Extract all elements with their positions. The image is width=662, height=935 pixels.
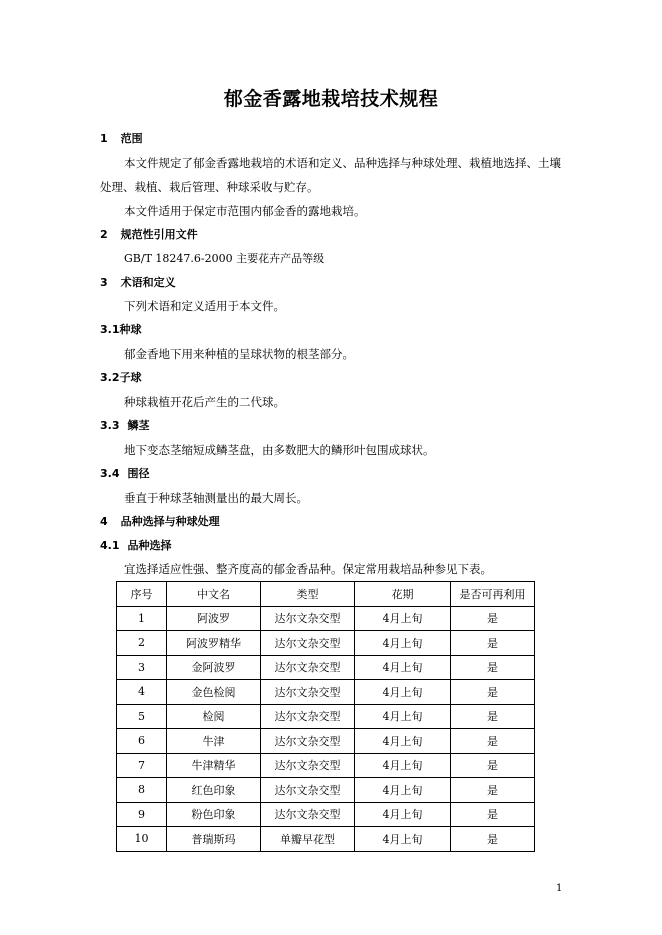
- table-cell: 达尔文杂交型: [261, 753, 355, 778]
- table-row: [117, 631, 535, 656]
- section-title: 品种选择与种球处理: [120, 515, 220, 528]
- table-cell: 粉色印象: [167, 802, 261, 827]
- term-name: 子球: [119, 371, 142, 384]
- table-cell: 阿波罗精华: [167, 631, 261, 656]
- table-cell: 金色检阅: [167, 680, 261, 705]
- term-number: 3.1: [100, 323, 120, 336]
- table-row: [117, 680, 535, 705]
- normative-reference: GB/T 18247.6-2000 主要花卉产品等级: [124, 252, 325, 265]
- table-row: [117, 729, 535, 754]
- section-number: 2: [100, 228, 108, 241]
- table-cell: 4月上旬: [355, 778, 451, 803]
- table-cell: 4月上旬: [355, 729, 451, 754]
- table-cell: 是: [451, 680, 535, 705]
- table-cell: 是: [451, 729, 535, 754]
- table-cell: 4月上旬: [355, 802, 451, 827]
- table-cell: 达尔文杂交型: [261, 680, 355, 705]
- table-row: [117, 778, 535, 803]
- subsection-heading: [100, 538, 172, 554]
- variety-table: [116, 581, 535, 852]
- section-title: 术语和定义: [120, 276, 176, 289]
- table-cell: 是: [451, 827, 535, 852]
- table-cell: 6: [117, 729, 167, 754]
- section-3-heading: [100, 275, 176, 291]
- term-name: 种球: [119, 323, 142, 336]
- table-cell: 4月上旬: [355, 631, 451, 656]
- subsection-title: 品种选择: [127, 539, 172, 552]
- table-cell: 9: [117, 802, 167, 827]
- table-cell: 达尔文杂交型: [261, 631, 355, 656]
- table-cell: 达尔文杂交型: [261, 704, 355, 729]
- term-definition: 郁金香地下用来种植的呈球状物的根茎部分。: [124, 347, 354, 361]
- table-cell: 4月上旬: [355, 655, 451, 680]
- table-row: [117, 753, 535, 778]
- table-cell: 4: [117, 680, 167, 705]
- table-cell: 普瑞斯玛: [167, 827, 261, 852]
- table-row: [117, 827, 535, 852]
- paragraph: 宜选择适应性强、整齐度高的郁金香品种。保定常用栽培品种参见下表。: [124, 562, 492, 576]
- term-heading: [100, 466, 150, 482]
- section-number: 1: [100, 132, 108, 145]
- table-cell: 是: [451, 606, 535, 631]
- table-cell: 达尔文杂交型: [261, 778, 355, 803]
- table-cell: 1: [117, 606, 167, 631]
- table-cell: 牛津精华: [167, 753, 261, 778]
- table-cell: 5: [117, 704, 167, 729]
- table-cell: 是: [451, 704, 535, 729]
- term-heading: [100, 370, 142, 386]
- term-name: 鳞茎: [127, 419, 150, 432]
- section-1-heading: [100, 131, 143, 147]
- page-number: 1: [556, 883, 563, 894]
- table-cell: 牛津: [167, 729, 261, 754]
- table-cell: 7: [117, 753, 167, 778]
- paragraph: 处理、栽植、栽后管理、种球采收与贮存。: [100, 180, 319, 194]
- header-cell: 序号: [117, 582, 167, 607]
- table-cell: 是: [451, 778, 535, 803]
- table-cell: 是: [451, 631, 535, 656]
- table-row: [117, 704, 535, 729]
- term-heading: [100, 322, 142, 338]
- term-number: 3.3: [100, 419, 120, 432]
- header-cell: 中文名: [167, 582, 261, 607]
- paragraph: 本文件适用于保定市范围内郁金香的露地栽培。: [124, 204, 366, 218]
- table-cell: 4月上旬: [355, 753, 451, 778]
- term-name: 围径: [127, 467, 150, 480]
- table-cell: 达尔文杂交型: [261, 606, 355, 631]
- table-cell: 8: [117, 778, 167, 803]
- paragraph: 下列术语和定义适用于本文件。: [124, 299, 285, 313]
- table-cell: 4月上旬: [355, 606, 451, 631]
- subsection-number: 4.1: [100, 539, 120, 552]
- term-definition: 垂直于种球茎轴测量出的最大周长。: [124, 491, 308, 505]
- table-cell: 是: [451, 753, 535, 778]
- document-title: 郁金香露地栽培技术规程: [223, 88, 439, 110]
- paragraph: 本文件规定了郁金香露地栽培的术语和定义、品种选择与种球处理、栽植地选择、土壤: [124, 156, 561, 170]
- header-cell: 是否可再利用: [451, 582, 535, 607]
- term-heading: [100, 418, 150, 434]
- header-cell: 类型: [261, 582, 355, 607]
- table-cell: 10: [117, 827, 167, 852]
- section-title: 规范性引用文件: [120, 228, 198, 241]
- section-2-heading: [100, 227, 198, 243]
- table-cell: 达尔文杂交型: [261, 802, 355, 827]
- section-4-heading: [100, 514, 220, 530]
- table-cell: 4月上旬: [355, 827, 451, 852]
- table-cell: 3: [117, 655, 167, 680]
- term-number: 3.4: [100, 467, 120, 480]
- table-cell: 达尔文杂交型: [261, 729, 355, 754]
- table-cell: 是: [451, 802, 535, 827]
- table-cell: 单瓣早花型: [261, 827, 355, 852]
- table-cell: 红色印象: [167, 778, 261, 803]
- table-cell: 4月上旬: [355, 704, 451, 729]
- table-cell: 检阅: [167, 704, 261, 729]
- section-title: 范围: [120, 132, 143, 145]
- term-definition: 地下变态茎缩短成鳞茎盘，由多数肥大的鳞形叶包围成球状。: [124, 443, 435, 457]
- table-cell: 是: [451, 655, 535, 680]
- table-row: [117, 606, 535, 631]
- section-number: 3: [100, 276, 108, 289]
- table-cell: 2: [117, 631, 167, 656]
- term-definition: 种球栽植开花后产生的二代球。: [124, 395, 285, 409]
- table-cell: 4月上旬: [355, 680, 451, 705]
- section-number: 4: [100, 515, 108, 528]
- table-row: [117, 802, 535, 827]
- header-cell: 花期: [355, 582, 451, 607]
- table-cell: 阿波罗: [167, 606, 261, 631]
- table-cell: 达尔文杂交型: [261, 655, 355, 680]
- table-row: [117, 655, 535, 680]
- table-cell: 金阿波罗: [167, 655, 261, 680]
- table-header-row: [117, 582, 535, 607]
- term-number: 3.2: [100, 371, 120, 384]
